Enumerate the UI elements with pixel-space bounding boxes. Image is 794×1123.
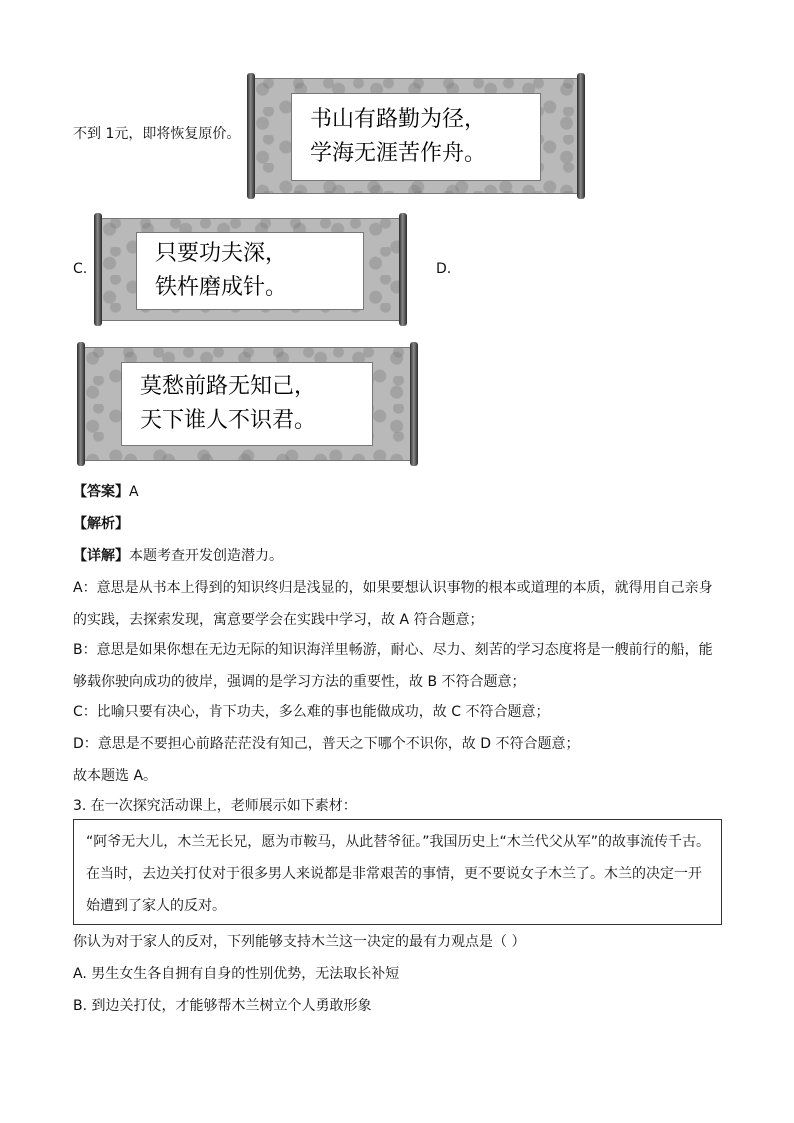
- scroll-text-panel: [291, 93, 541, 181]
- scroll-rod-right: [577, 73, 585, 199]
- scroll-line-2: 学海无涯苦作舟。: [310, 141, 487, 166]
- question-3-option-b: B. 到边关打仗，才能够帮木兰树立个人勇敢形象: [73, 998, 372, 1014]
- scroll-image-b: [247, 73, 585, 199]
- scroll-line-2: 铁杵磨成针。: [155, 275, 288, 300]
- scroll-rod-left: [94, 213, 102, 326]
- analysis-tag: 【解析】: [73, 516, 129, 532]
- scroll-image-d: [77, 342, 418, 466]
- scroll-text-panel: [121, 362, 373, 446]
- scroll-line-2: 天下谁人不识君。: [140, 408, 317, 433]
- explain-c: C：比喻只要有决心，肯下功夫，多么难的事也能做成功，故 C 不符合题意；: [73, 704, 550, 720]
- option-c-label: C.: [73, 261, 88, 277]
- question-3-option-a: A. 男生女生各自拥有自身的性别优势，无法取长补短: [73, 966, 400, 982]
- question-3-prompt: 你认为对于家人的反对，下列能够支持木兰这一决定的最有力观点是（ ）: [73, 934, 526, 950]
- scroll-rod-left: [77, 342, 85, 466]
- conclusion: 故本题选 A。: [73, 768, 158, 784]
- explain-a: A：意思是从书本上得到的知识终归是浅显的，如果要想认识事物的根本或道理的本质，就得用自己亲身的实践，去探索发现，寓意要学会在实践中学习，故 A 符合题意；: [73, 580, 713, 628]
- scroll-rod-right: [410, 342, 418, 466]
- scroll-text-panel: [136, 232, 364, 310]
- scroll-line-1: 莫愁前路无知己，: [140, 374, 317, 399]
- scroll-rod-right: [399, 213, 407, 326]
- answer-value: A: [129, 484, 139, 500]
- scroll-rod-left: [247, 73, 255, 199]
- lead-text: 不到 1元，即将恢复原价。: [73, 126, 241, 142]
- explain-d: D：意思是不要担心前路茫茫没有知己，普天之下哪个不识你，故 D 不符合题意；: [73, 736, 580, 752]
- question-3-stem: 3. 在一次探究活动课上，老师展示如下素材：: [73, 798, 357, 814]
- answer-tag: 【答案】: [73, 484, 129, 500]
- question-3-material-box: “阿爷无大儿，木兰无长兄，愿为市鞍马，从此替爷征。”我国历史上“木兰代父从军”的故事流传千古。在当时，去边关打仗对于很多男人来说都是非常艰苦的事情，更不要说女子木兰了。木兰的决定一开始遭到了家人的反对。: [73, 819, 722, 925]
- explain-b: B：意思是如果你想在无边无际的知识海洋里畅游，耐心、尽力、刻苦的学习态度将是一艘前行的船，能够载你驶向成功的彼岸，强调的是学习方法的重要性，故 B 不符合题意；: [73, 642, 713, 690]
- detail-text: 本题考查开发创造潜力。: [129, 548, 283, 564]
- scroll-line-1: 书山有路勤为径，: [310, 107, 487, 132]
- scroll-image-c: [94, 213, 407, 326]
- detail-line: [73, 546, 283, 566]
- scroll-line-1: 只要功夫深，: [155, 241, 288, 266]
- answer-line: [73, 482, 139, 502]
- detail-tag: 【详解】: [73, 548, 129, 564]
- option-d-label: D.: [436, 261, 452, 277]
